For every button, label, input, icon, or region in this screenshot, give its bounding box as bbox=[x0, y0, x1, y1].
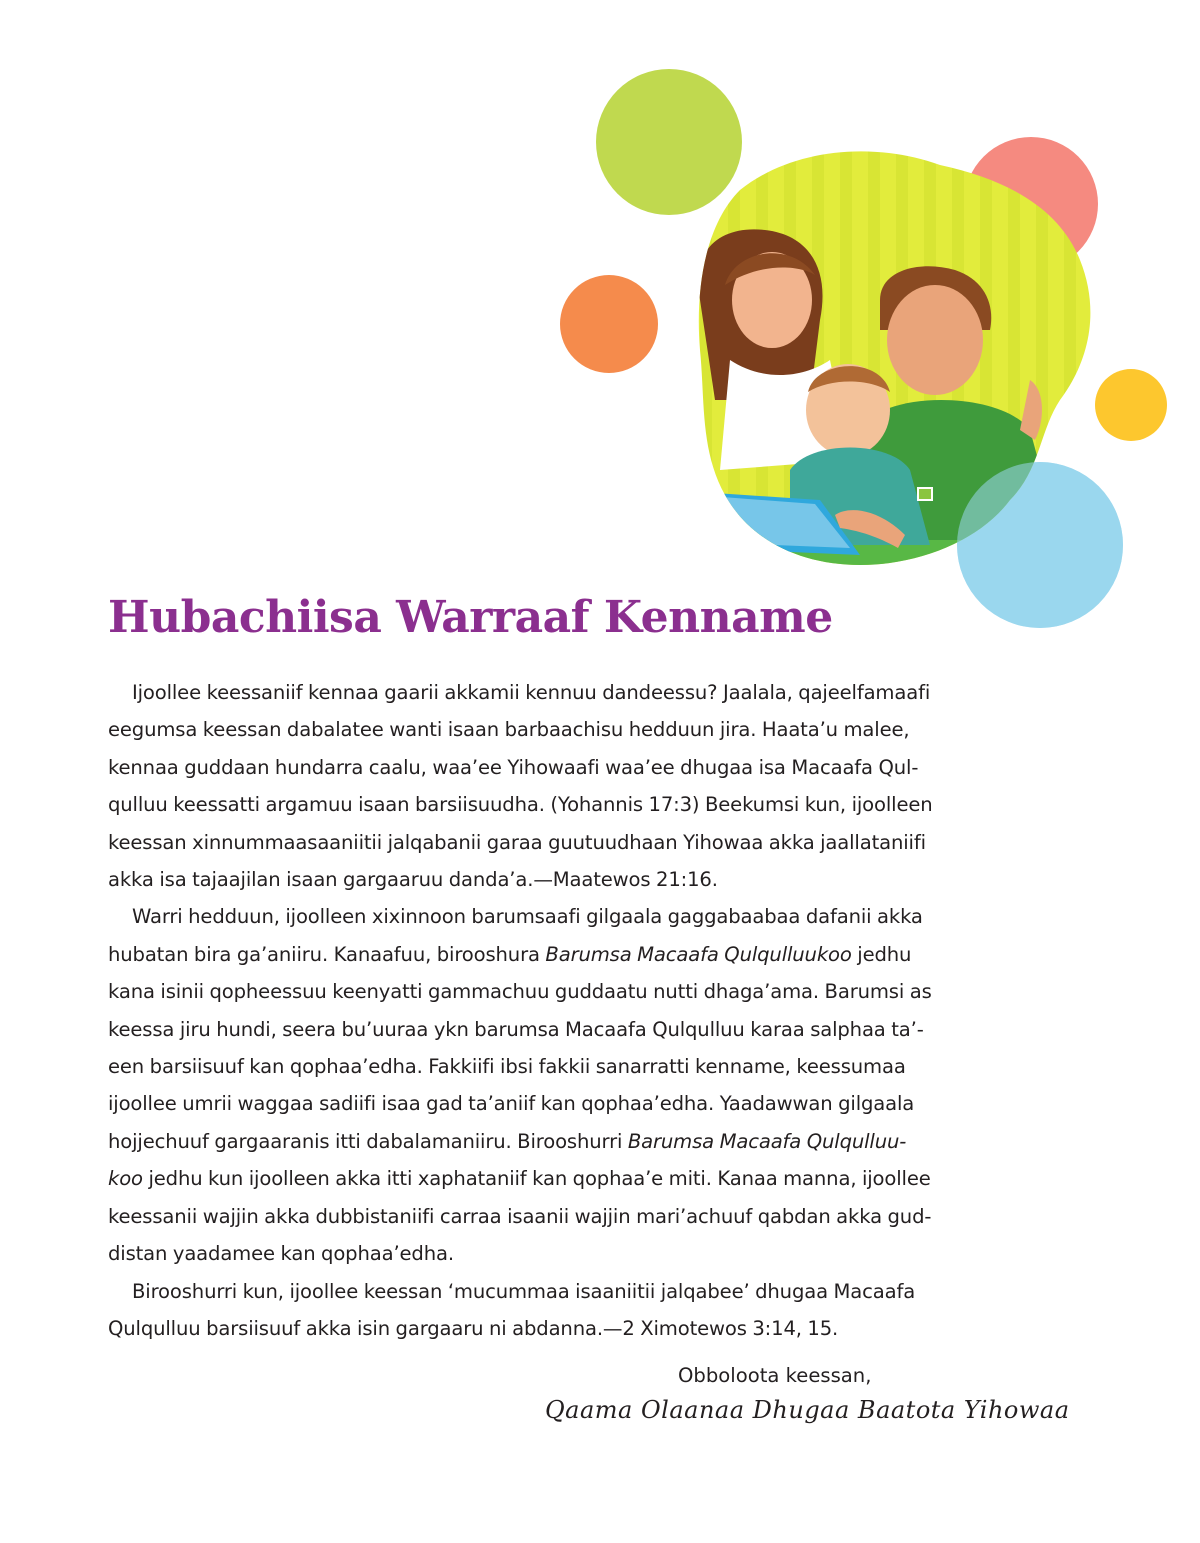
text-line bbox=[108, 973, 1022, 1010]
book-title: Barumsa Macaafa Qulqulluu- bbox=[627, 1129, 907, 1153]
text-line bbox=[108, 824, 1022, 861]
orange-circle bbox=[560, 275, 658, 373]
line-text: hubatan bira ga’aniiru. Kanaafuu, birooshura bbox=[108, 942, 546, 966]
text-line bbox=[108, 786, 1022, 823]
line-text: keessa jiru hundi, seera bu’uuraa ykn barumsa Macaafa Qulqulluu karaa salphaa ta’- bbox=[108, 1017, 924, 1041]
book-title: Barumsa Macaafa Qulqulluukoo bbox=[545, 942, 852, 966]
signature: Qaama Olaanaa Dhugaa Baatota Yihowaa bbox=[545, 1396, 1070, 1424]
text-line bbox=[108, 1085, 1022, 1122]
line-text: akka isa tajaajilan isaan gargaaruu danda’a.—Maatewos 21:16. bbox=[108, 868, 718, 892]
closing-line: Obboloota keessan, bbox=[678, 1364, 872, 1387]
line-text: kana isinii qopheessuu keenyatti gammachuu guddaatu nutti dhaga’ama. Barumsi as bbox=[108, 980, 932, 1004]
text-line bbox=[108, 1310, 1022, 1347]
text-line bbox=[108, 861, 1022, 898]
green-circle bbox=[596, 69, 742, 215]
paragraph bbox=[108, 1273, 1022, 1348]
family-reading-illustration bbox=[540, 60, 1180, 640]
text-line bbox=[108, 898, 1022, 935]
text-line bbox=[108, 1235, 1022, 1272]
line-text: qulluu keessatti argamuu isaan barsiisuudha. (Yohannis 17:3) Beekumsi kun, ijoolleen bbox=[108, 793, 933, 817]
line-text: een barsiisuuf kan qophaa’edha. Fakkiifi ibsi fakkii sanarratti kenname, keessumaa bbox=[108, 1055, 906, 1079]
line-text: distan yaadamee kan qophaa’edha. bbox=[108, 1242, 454, 1266]
text-line bbox=[108, 1160, 1022, 1197]
line-text: keessanii wajjin akka dubbistaniifi carraa isaanii wajjin mari’achuuf qabdan akka gud- bbox=[108, 1204, 932, 1228]
yellow-circle bbox=[1095, 369, 1167, 441]
text-line bbox=[108, 1198, 1022, 1235]
line-text: hojjechuuf gargaaranis itti dabalamaniiru. Birooshurri bbox=[108, 1129, 628, 1153]
line-text: kennaa guddaan hundarra caalu, waa’ee Yihowaafi waa’ee dhugaa isa Macaafa Qul- bbox=[108, 755, 919, 779]
line-text: Ijoollee keessaniif kennaa gaarii akkamii kennuu dandeessu? Jaalala, qajeelfamaafi bbox=[132, 681, 931, 704]
line-text: keessan xinnummaasaaniitii jalqabanii garaa guutuudhaan Yihowaa akka jaallataniifi bbox=[108, 830, 926, 854]
line-text: jedhu kun ijoolleen akka itti xaphataniif kan qophaa’e miti. Kanaa manna, ijoollee bbox=[142, 1167, 931, 1191]
text-line bbox=[108, 1273, 1022, 1310]
page-title: Hubachiisa Warraaf Kenname bbox=[108, 592, 833, 643]
line-text: Warri hedduun, ijoolleen xixinnoon barumsaafi gilgaala gaggabaabaa dafanii akka bbox=[132, 905, 923, 929]
intro-body bbox=[108, 674, 1022, 1347]
line-text: jedhu bbox=[851, 942, 912, 966]
text-line bbox=[108, 711, 1022, 748]
text-line bbox=[108, 936, 1022, 973]
paragraph bbox=[108, 674, 1022, 898]
line-text: eegumsa keessan dabalatee wanti isaan barbaachisu hedduun jira. Haata’u malee, bbox=[108, 718, 910, 742]
text-line bbox=[108, 674, 1022, 711]
book-title: koo bbox=[108, 1167, 143, 1191]
line-text: Birooshurri kun, ijoollee keessan ‘mucummaa isaaniitii jalqabee’ dhugaa Macaafa bbox=[132, 1279, 916, 1303]
line-text: Qulqulluu barsiisuuf akka isin gargaaru ni abdanna.—2 Ximotewos 3:14, 15. bbox=[108, 1316, 839, 1340]
text-line bbox=[108, 1048, 1022, 1085]
text-line bbox=[108, 1123, 1022, 1160]
text-line bbox=[108, 749, 1022, 786]
paragraph bbox=[108, 898, 1022, 1272]
line-text: ijoollee umrii waggaa sadiifi isaa gad ta’aniif kan qophaa’edha. Yaadawwan gilgaala bbox=[108, 1092, 915, 1116]
text-line bbox=[108, 1011, 1022, 1048]
